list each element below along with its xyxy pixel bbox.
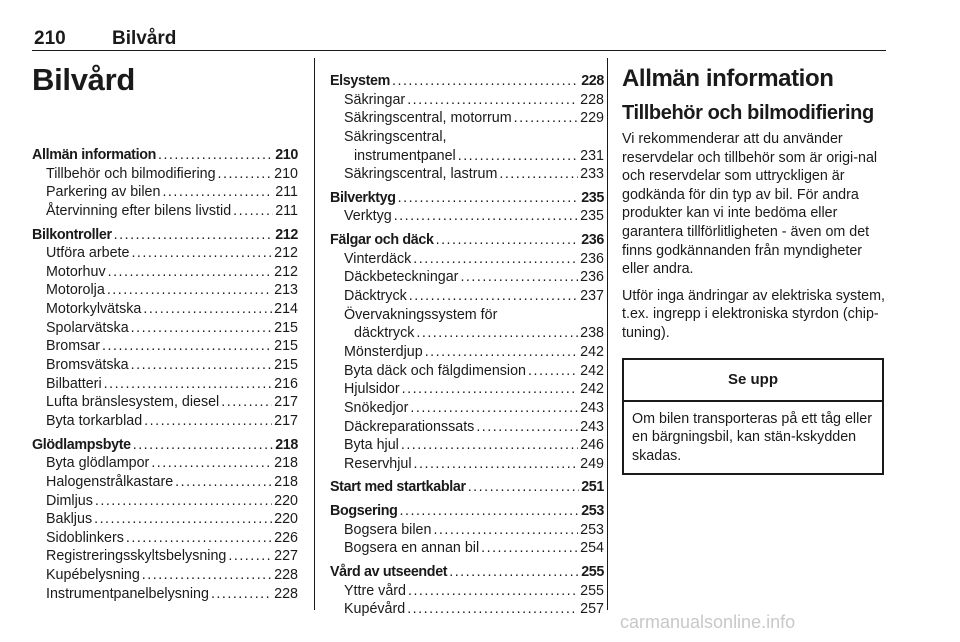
toc-leader-dots [398,189,580,208]
toc-leader-dots [468,478,580,497]
toc-leader-dots [392,72,579,91]
toc-entry-label: Fälgar och däck [330,232,434,249]
toc-entry[interactable] [32,585,298,604]
toc-leader-dots [151,454,272,473]
watermark: carmanualsonline.info [620,612,796,632]
toc-page-number: 236 [580,269,604,286]
toc-page-number: 229 [580,110,604,127]
toc-page-number: 249 [580,455,604,472]
toc-page-number: 228 [274,567,298,584]
toc-group-entry[interactable] [330,231,604,250]
toc-entry-label: Reservhjul [344,455,412,472]
toc-page-number: 226 [274,529,298,546]
toc-entry[interactable] [330,324,604,343]
toc-entry-label: Motorolja [46,282,105,299]
toc-entry-label: Allmän information [32,146,156,163]
toc-column-1 [32,146,298,603]
toc-entry[interactable] [330,343,604,362]
toc-entry[interactable] [330,250,604,269]
toc-page-number: 257 [580,601,604,618]
toc-entry[interactable] [330,380,604,399]
toc-entry[interactable] [330,306,604,325]
toc-entry-label: Återvinning efter bilens livstid [46,202,232,219]
toc-page-number: 254 [580,540,604,557]
toc-page-number: 246 [580,437,604,454]
toc-page-number: 236 [581,232,604,249]
caution-title: Se upp [624,360,882,402]
toc-entry[interactable] [330,436,604,455]
toc-entry-label: Utföra arbete [46,245,130,262]
toc-entry-label: Säkringscentral, [344,128,447,145]
toc-page-number: 218 [274,455,298,472]
toc-entry[interactable] [32,337,298,356]
toc-entry-label: Motorkylvätska [46,301,142,318]
toc-page-number: 253 [581,503,604,520]
toc-entry-label: Elsystem [330,72,390,89]
page-header [32,26,886,51]
toc-group-entry[interactable] [330,563,604,582]
toc-leader-dots [143,300,272,319]
toc-leader-dots [409,287,578,306]
toc-page-number: 242 [580,362,604,379]
toc-entry-label: Hjulsidor [344,381,400,398]
toc-entry-label: Spolarvätska [46,319,129,336]
toc-page-number: 233 [580,166,604,183]
toc-page-number: 211 [275,184,298,201]
toc-page-number: 210 [275,146,298,163]
toc-entry[interactable] [32,566,298,585]
toc-entry-label: Övervakningssystem för [344,306,498,323]
toc-entry-label: Halogenstrålkastare [46,473,174,490]
toc-leader-dots [402,380,579,399]
toc-entry[interactable] [330,521,604,540]
toc-entry-label: Bilverktyg [330,189,396,206]
toc-group-entry[interactable] [32,226,298,245]
toc-leader-dots [394,207,578,226]
chapter-title: Bilvård [32,62,135,97]
toc-entry[interactable] [32,165,298,184]
toc-entry-label: Säkringscentral, motorrum [344,110,512,127]
toc-leader-dots [416,324,578,343]
toc-leader-dots [131,244,272,263]
toc-page-number: 242 [580,343,604,360]
toc-entry[interactable] [32,492,298,511]
toc-entry-label: Bogsera bilen [344,521,432,538]
toc-leader-dots [514,109,578,128]
toc-entry-label: Lufta bränslesystem, diesel [46,394,220,411]
toc-page-number: 227 [274,548,298,565]
toc-page-number: 215 [274,357,298,374]
toc-page-number: 220 [274,511,298,528]
toc-entry[interactable] [330,91,604,110]
column-divider [607,58,608,610]
toc-group-entry[interactable] [330,478,604,497]
toc-page-number: 228 [580,91,604,108]
toc-group-entry[interactable] [330,502,604,521]
toc-leader-dots [436,231,580,250]
toc-page-number: 242 [580,381,604,398]
toc-entry[interactable] [330,287,604,306]
toc-entry[interactable] [32,356,298,375]
toc-leader-dots [126,529,272,548]
toc-entry-label: Glödlampsbyte [32,436,131,453]
toc-leader-dots [425,343,578,362]
toc-entry-label: Bilkontroller [32,226,112,243]
toc-page-number: 231 [580,147,604,164]
toc-entry[interactable] [330,582,604,601]
toc-group-entry[interactable] [32,436,298,455]
toc-page-number: 228 [581,72,604,89]
toc-leader-dots [95,492,272,511]
toc-leader-dots [133,436,273,455]
caution-text: Om bilen transporteras på ett tåg eller en bärgningsbil, kan stän-kskydden skadas. [632,410,872,464]
toc-leader-dots [108,263,273,282]
toc-entry[interactable] [32,375,298,394]
toc-page-number: 214 [274,301,298,318]
toc-page-number: 212 [274,245,298,262]
toc-entry[interactable] [330,147,604,166]
toc-entry[interactable] [32,412,298,431]
toc-page-number: 243 [580,418,604,435]
toc-page-number: 253 [580,521,604,538]
toc-entry[interactable] [330,418,604,437]
toc-entry-label: Start med startkablar [330,479,466,496]
toc-leader-dots [400,502,580,521]
toc-page-number: 218 [275,436,298,453]
toc-entry-label: Bromsvätska [46,357,129,374]
toc-leader-dots [162,183,273,202]
toc-leader-dots [221,393,272,412]
toc-leader-dots [142,566,272,585]
toc-entry-label: Sidoblinkers [46,529,124,546]
toc-leader-dots [528,362,578,381]
running-section-title: Bilvård [112,28,177,49]
toc-entry[interactable] [32,263,298,282]
toc-entry-label: däcktryck [354,325,415,342]
toc-page-number: 210 [274,165,298,182]
toc-page-number: 238 [580,325,604,342]
content-column [622,62,888,475]
toc-entry[interactable] [330,109,604,128]
toc-entry[interactable] [32,529,298,548]
toc-leader-dots [407,600,578,619]
toc-entry[interactable] [32,244,298,263]
toc-entry-label: Mönsterdjup [344,343,423,360]
toc-leader-dots [476,418,578,437]
toc-entry-label: Byta glödlampor [46,455,150,472]
toc-entry[interactable] [32,547,298,566]
toc-leader-dots [102,337,272,356]
toc-entry-label: Vinterdäck [344,250,412,267]
toc-page-number: 228 [274,585,298,602]
toc-entry[interactable] [32,319,298,338]
toc-group-entry[interactable] [330,189,604,208]
toc-leader-dots [94,510,272,529]
toc-entry[interactable] [32,473,298,492]
toc-entry-label: Byta hjul [344,437,399,454]
toc-entry-label: Yttre vård [344,582,406,599]
toc-entry-label: Däckbeteckningar [344,269,459,286]
toc-entry-label: Byta torkarblad [46,412,143,429]
toc-leader-dots [158,146,273,165]
toc-entry[interactable] [32,510,298,529]
toc-entry[interactable] [330,539,604,558]
toc-page-number: 235 [580,208,604,225]
toc-entry-label: Tillbehör och bilmodifiering [46,165,216,182]
toc-leader-dots [233,202,273,221]
toc-leader-dots [407,91,578,110]
toc-entry-label: Motorhuv [46,263,106,280]
toc-page-number: 217 [274,394,298,411]
toc-leader-dots [481,539,578,558]
toc-entry[interactable] [330,455,604,474]
toc-entry-label: Dimljus [46,492,93,509]
toc-entry-label: Instrumentpanelbelysning [46,585,209,602]
section-subheading: Tillbehör och bilmodifiering [622,102,874,124]
body-paragraph: Vi rekommenderar att du använder reservdelar och tillbehör som är origi-nal och reservdelar som uttryckligen är godkända för din typ av bil. För andra produkter kan vi inte bedöma eller garantera tillförlitligheten - även om det finns godkännanden från myndigheter eller andra. [622,131,878,278]
toc-entry-label: Verktyg [344,208,392,225]
toc-page-number: 220 [274,492,298,509]
toc-page-number: 243 [580,399,604,416]
toc-group-entry[interactable] [330,72,604,91]
toc-leader-dots [144,412,272,431]
toc-leader-dots [401,436,578,455]
toc-page-number: 212 [274,263,298,280]
toc-group-entry[interactable] [32,146,298,165]
toc-leader-dots [458,147,578,166]
toc-entry[interactable] [32,183,298,202]
toc-column-2 [330,72,604,619]
toc-page-number: 212 [275,226,298,243]
toc-leader-dots [433,521,578,540]
toc-entry-label: Kupébelysning [46,567,140,584]
page-number: 210 [34,28,66,49]
toc-leader-dots [175,473,272,492]
toc-entry-label: Registreringsskyltsbelysning [46,548,227,565]
toc-page-number: 251 [581,479,604,496]
toc-entry[interactable] [32,454,298,473]
toc-entry[interactable] [330,165,604,184]
toc-entry[interactable] [330,600,604,619]
toc-entry-label: Bogsering [330,503,398,520]
caution-box [622,358,884,476]
toc-entry[interactable] [32,202,298,221]
toc-entry[interactable] [32,300,298,319]
toc-leader-dots [131,319,272,338]
toc-entry-label: Bilbatteri [46,375,102,392]
toc-leader-dots [228,547,272,566]
toc-page-number: 255 [581,564,604,580]
toc-entry-label: instrumentpanel [354,147,456,164]
toc-entry-label: Vård av utseendet [330,564,448,580]
column-divider [314,58,315,610]
toc-leader-dots [131,356,273,375]
toc-page-number: 235 [581,189,604,206]
toc-leader-dots [499,165,578,184]
toc-leader-dots [211,585,272,604]
toc-leader-dots [460,268,578,287]
toc-page-number: 215 [274,319,298,336]
toc-entry-label: Bogsera en annan bil [344,540,480,557]
body-paragraph: Utför inga ändringar av elektriska system, t.ex. ingrepp i elektroniska styrdon (chip-tuning). [622,287,886,341]
toc-entry-label: Bromsar [46,338,101,355]
section-heading: Allmän information [622,65,834,92]
toc-entry-label: Däckreparationssats [344,418,475,435]
toc-page-number: 216 [274,375,298,392]
toc-page-number: 213 [274,282,298,299]
toc-leader-dots [104,375,273,394]
toc-leader-dots [414,455,579,474]
toc-entry-label: Byta däck och fälgdimension [344,362,526,379]
toc-page-number: 215 [274,338,298,355]
toc-page-number: 218 [274,473,298,490]
toc-entry[interactable] [32,393,298,412]
toc-page-number: 236 [580,250,604,267]
toc-leader-dots [114,226,274,245]
toc-entry-label: Däcktryck [344,288,407,305]
toc-entry[interactable] [330,128,604,147]
toc-leader-dots [107,281,272,300]
toc-leader-dots [449,563,579,582]
toc-entry[interactable] [330,268,604,287]
toc-leader-dots [408,582,578,601]
toc-entry[interactable] [330,399,604,418]
toc-page-number: 217 [274,412,298,429]
toc-page-number: 255 [580,582,604,599]
toc-leader-dots [413,250,578,269]
toc-entry[interactable] [32,281,298,300]
toc-page-number: 211 [275,202,298,219]
toc-entry-label: Kupévård [344,601,406,618]
toc-page-number: 237 [580,288,604,305]
toc-entry-label: Bakljus [46,511,93,528]
toc-entry-label: Parkering av bilen [46,184,161,201]
toc-entry-label: Säkringscentral, lastrum [344,166,498,183]
toc-leader-dots [410,399,578,418]
toc-entry-label: Säkringar [344,91,406,108]
toc-leader-dots [218,165,273,184]
toc-entry-label: Snökedjor [344,399,409,416]
toc-entry[interactable] [330,362,604,381]
toc-entry[interactable] [330,207,604,226]
